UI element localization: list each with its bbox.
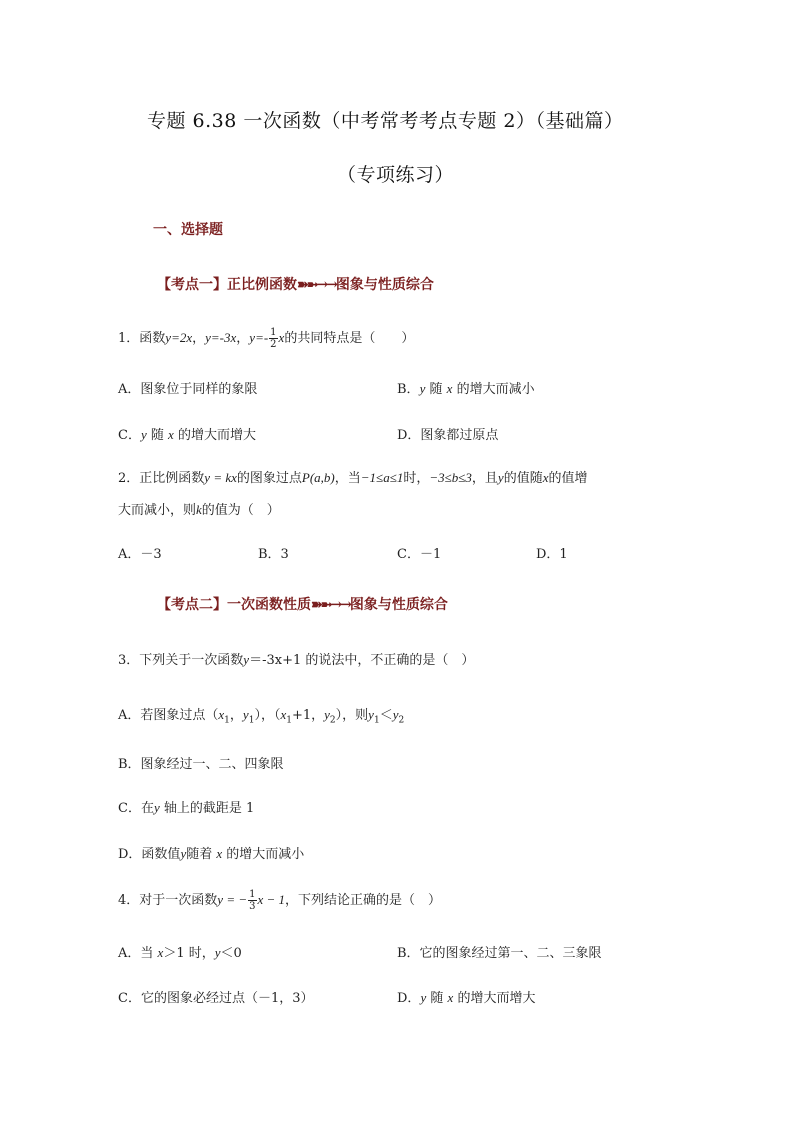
question-text: 的值随 (503, 471, 543, 486)
key-point-1-topic: 图象与性质综合 (335, 277, 434, 293)
option-text: ），则 (335, 708, 369, 723)
page-subtitle: （专项练习） (337, 164, 455, 186)
subscript: 2 (398, 715, 405, 726)
q4-option-a[interactable] (118, 942, 242, 961)
question-text: 的值为（ ） (201, 503, 280, 518)
q3-option-d[interactable] (118, 843, 304, 862)
math-expr: y = kx (204, 470, 237, 485)
question-text: ＝-3x+1 的说法中，不正确的是（ ） (249, 653, 475, 668)
subscript: 1 (248, 715, 255, 726)
question-text: ，且 (471, 471, 498, 486)
q3-option-c[interactable] (118, 797, 254, 816)
option-text: 的增大而减小 (456, 382, 535, 397)
option-label: D． (397, 991, 421, 1006)
subscript: 2 (329, 715, 336, 726)
question-text: 下列关于一次函数 (139, 653, 244, 668)
math-var: x (216, 846, 223, 861)
question-3 (118, 649, 474, 668)
math-var: y (497, 470, 504, 485)
option-text: ＜0 (220, 946, 242, 961)
section-heading: 一、选择题 (153, 222, 223, 238)
math-var: y (140, 427, 147, 442)
option-text: C．在 (118, 801, 154, 816)
math-var: y (153, 800, 160, 815)
key-point-2-topic: 图象与性质综合 (349, 597, 448, 613)
question-number: 4． (118, 893, 140, 908)
question-text: 时， (403, 471, 430, 486)
q2-option-b[interactable]: B．3 (258, 547, 289, 562)
math-var: x (280, 707, 287, 722)
q2-option-c[interactable]: C．－1 (397, 547, 442, 562)
option-text: +1， (291, 708, 325, 723)
option-text: 随 (429, 382, 443, 397)
q3-option-a[interactable] (118, 704, 404, 726)
math-expr: y=- (249, 330, 269, 345)
option-text: 的增大而增大 (457, 991, 536, 1006)
option-text: 随 (150, 428, 164, 443)
math-expr: y=2x (165, 330, 193, 345)
question-number: 1． (118, 331, 140, 346)
q2-option-a[interactable]: A．－3 (118, 547, 162, 562)
math-var: x (446, 381, 453, 396)
option-label: C． (118, 428, 141, 443)
math-var: y (419, 381, 426, 396)
math-var: x (157, 945, 164, 960)
math-var: x (218, 707, 225, 722)
q1-option-a[interactable]: A．图象位于同样的象限 (118, 382, 258, 397)
math-var: x (168, 427, 174, 442)
math-expr: y=-3x (205, 330, 237, 345)
option-text: ＜ (379, 708, 393, 723)
math-expr: x − 1 (257, 892, 286, 907)
question-2-line-1 (118, 467, 588, 486)
separator: ， (236, 331, 250, 346)
option-text: A．当 (118, 946, 154, 961)
numerator: 1 (249, 889, 256, 900)
q3-option-b[interactable]: B．图象经过一、二、四象限 (118, 757, 284, 772)
math-expr: −3≤b≤3 (429, 470, 472, 485)
option-text: ），（ (254, 708, 281, 723)
question-4 (118, 889, 441, 912)
key-point-2-label: 【考点二】一次函数性质 (157, 597, 311, 613)
math-var: y (420, 990, 427, 1005)
math-expr: −1≤a≤1 (360, 470, 404, 485)
key-point-1-heading (157, 274, 434, 294)
question-1 (118, 327, 414, 350)
q1-option-c[interactable] (118, 424, 256, 443)
denominator: 3 (249, 901, 256, 912)
numerator: 1 (270, 327, 277, 338)
question-text: ，当 (334, 471, 361, 486)
q4-option-c[interactable]: C．它的图象必经过点（－1，3） (118, 991, 314, 1006)
subscript: 1 (373, 715, 380, 726)
question-text: ，下列结论正确的是（ ） (285, 893, 442, 908)
q2-option-d[interactable]: D．1 (536, 547, 568, 562)
question-text: 正比例函数 (139, 471, 205, 486)
math-var: x (447, 990, 454, 1005)
separator: ， (192, 331, 206, 346)
question-text: 函数 (139, 331, 166, 346)
math-expr: P(a,b) (301, 470, 335, 485)
math-var: y (368, 707, 374, 722)
q4-option-b[interactable]: B．它的图象经过第一、二、三象限 (397, 946, 602, 961)
math-var: x (542, 470, 549, 485)
question-number: 2． (118, 471, 140, 486)
question-text: 的值增 (548, 471, 588, 486)
math-expr: x (278, 330, 285, 345)
subscript: 1 (286, 715, 292, 726)
question-text: 对于一次函数 (139, 893, 218, 908)
subscript: 1 (224, 715, 230, 726)
math-var: y (243, 652, 250, 667)
page-title: 专题 6.38 一次函数（中考常考考点专题 2）（基础篇） (147, 110, 624, 132)
option-text: ， (229, 708, 243, 723)
math-var: y (180, 846, 187, 861)
key-point-1-label: 【考点一】正比例函数 (157, 277, 297, 293)
question-text: 大而减小，则 (118, 503, 197, 518)
q1-option-d[interactable]: D．图象都过原点 (397, 428, 499, 443)
q4-option-d[interactable] (397, 987, 535, 1006)
q1-option-b[interactable] (397, 378, 535, 397)
math-var: y (242, 707, 249, 722)
math-var: y (324, 707, 330, 722)
option-text: 的增大而减小 (226, 847, 305, 862)
arrow-icon: ➽➼→→ (297, 277, 336, 293)
option-text: 随 (430, 991, 444, 1006)
math-var: y (214, 945, 221, 960)
question-text: 的共同特点是（ ） (284, 331, 415, 346)
math-var: y (392, 707, 399, 722)
question-text: 的图象过点 (236, 471, 302, 486)
denominator: 2 (270, 339, 277, 350)
option-text: A．若图象过点（ (118, 708, 219, 723)
arrow-icon: ➽➼→→ (311, 597, 350, 613)
math-var: k (196, 502, 202, 517)
key-point-2-heading (157, 594, 448, 614)
option-label: B． (397, 382, 420, 397)
option-text: 轴上的截距是 1 (163, 801, 255, 816)
option-text: 的增大而增大 (177, 428, 256, 443)
fraction (269, 327, 277, 350)
question-2-line-2 (118, 499, 280, 518)
question-number: 3． (118, 653, 140, 668)
option-text: D．函数值 (118, 847, 181, 862)
math-expr: y = − (217, 892, 248, 907)
fraction (248, 889, 256, 912)
option-text: ＞1 时， (163, 946, 215, 961)
option-text: 随着 (186, 847, 213, 862)
